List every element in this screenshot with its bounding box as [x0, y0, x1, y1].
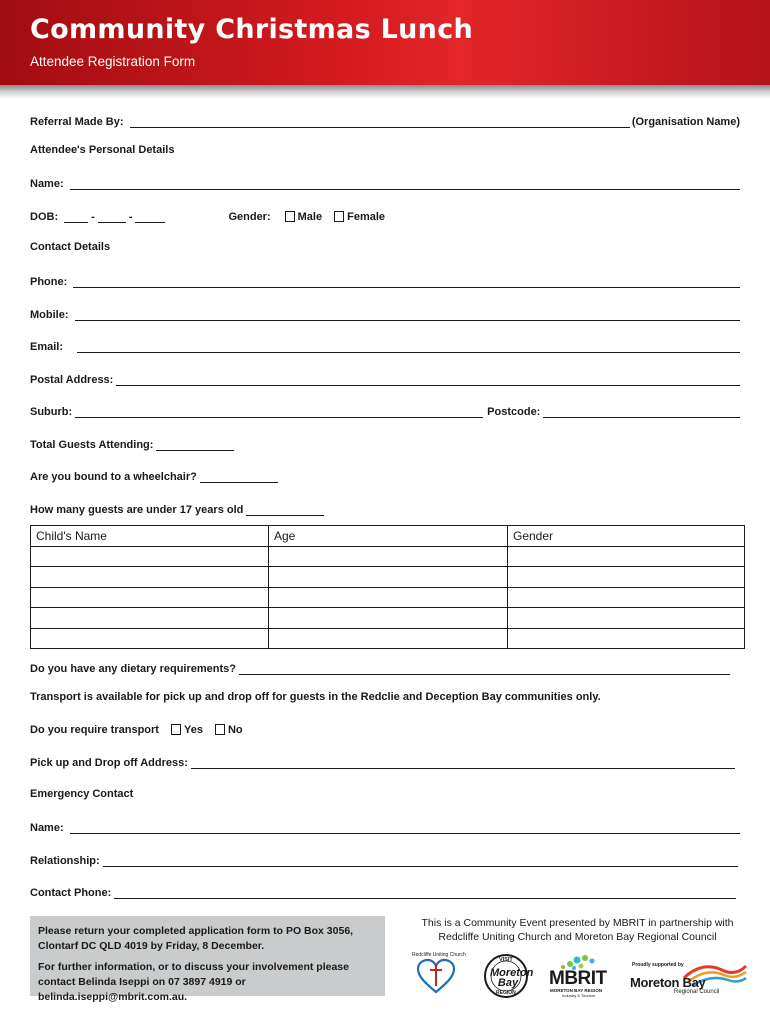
child-age-cell[interactable]	[269, 587, 508, 608]
dob-sep-2: -	[128, 211, 133, 223]
dob-sep-1: -	[91, 211, 95, 223]
em-relationship-field[interactable]	[103, 857, 738, 867]
referral-row	[30, 112, 740, 128]
wheelchair-row	[30, 467, 740, 483]
em-relationship-row	[30, 851, 740, 867]
transport-no-label: No	[227, 724, 243, 736]
child-age-cell[interactable]	[269, 608, 508, 629]
visit-moreton-bay-label: Moreton Bay	[490, 967, 534, 989]
uniting-church-label: Redcliffe Uniting Church	[412, 952, 466, 958]
suburb-label: Suburb:	[30, 406, 73, 418]
table-row	[31, 628, 745, 649]
wheelchair-field[interactable]	[200, 473, 278, 483]
uniting-church-icon	[410, 952, 462, 1000]
name-field[interactable]	[70, 180, 740, 190]
transport-no-checkbox[interactable]	[215, 724, 225, 735]
em-name-label: Name:	[30, 822, 64, 834]
em-relationship-label: Relationship:	[30, 855, 100, 867]
mobile-row	[30, 305, 740, 321]
mbrit-label: MBRIT	[549, 968, 607, 989]
moreton-bay-council-logo	[630, 952, 748, 1000]
phone-row	[30, 272, 740, 288]
transport-row	[30, 720, 740, 736]
council-name-label: Moreton Bay	[630, 975, 706, 990]
transport-yes-label: Yes	[183, 724, 203, 736]
em-phone-row	[30, 883, 740, 899]
phone-field[interactable]	[73, 278, 740, 288]
gender-female-label: Female	[347, 211, 386, 223]
children-table	[30, 525, 745, 649]
dietary-label: Do you have any dietary requirements?	[30, 663, 237, 675]
dob-gender-row	[30, 207, 740, 223]
name-label: Name:	[30, 178, 64, 190]
gender-male-option[interactable]	[285, 211, 322, 223]
dob-day-field[interactable]	[64, 213, 88, 223]
child-age-cell[interactable]	[269, 628, 508, 649]
postal-label: Postal Address:	[30, 374, 114, 386]
em-phone-label: Contact Phone:	[30, 887, 112, 899]
child-age-cell[interactable]	[269, 567, 508, 588]
suburb-postcode-row	[30, 402, 740, 418]
dietary-row	[30, 659, 740, 675]
under17-label: How many guests are under 17 years old	[30, 504, 244, 516]
child-name-cell[interactable]	[31, 567, 269, 588]
postcode-field[interactable]	[543, 408, 740, 418]
email-field[interactable]	[77, 343, 740, 353]
visit-bottom-label: REGION	[496, 990, 516, 996]
dob-year-field[interactable]	[135, 213, 165, 223]
em-name-row	[30, 818, 740, 834]
children-table-header	[31, 526, 745, 547]
page-subtitle: Attendee Registration Form	[30, 54, 196, 69]
mobile-field[interactable]	[75, 311, 741, 321]
table-row	[31, 546, 745, 567]
mbrit-logo	[548, 952, 618, 1000]
email-row	[30, 337, 740, 353]
col-gender: Gender	[508, 526, 745, 547]
suburb-field[interactable]	[75, 408, 483, 418]
gender-female-checkbox[interactable]	[334, 211, 344, 222]
under17-field[interactable]	[246, 506, 324, 516]
postcode-label: Postcode:	[487, 406, 541, 418]
dob-month-field[interactable]	[98, 213, 126, 223]
child-age-cell[interactable]	[269, 546, 508, 567]
dietary-field[interactable]	[239, 665, 730, 675]
return-text: Please return your completed application form to PO Box 3056, Clontarf DC QLD 4019 by Friday, 8 December.	[38, 925, 354, 952]
referral-label: Referral Made By:	[30, 116, 124, 128]
header-shadow	[0, 85, 770, 99]
pickup-row	[30, 753, 740, 769]
visit-moreton-bay-logo	[482, 952, 532, 1000]
referral-field[interactable]	[130, 118, 630, 128]
wheelchair-label: Are you bound to a wheelchair?	[30, 471, 197, 483]
name-row	[30, 174, 740, 190]
guests-row	[30, 435, 740, 451]
child-name-cell[interactable]	[31, 546, 269, 567]
contact-details-heading: Contact Details	[30, 241, 111, 253]
return-info-box	[30, 916, 385, 1003]
uniting-church-logo	[410, 952, 466, 1000]
phone-label: Phone:	[30, 276, 68, 288]
child-name-cell[interactable]	[31, 608, 269, 629]
gender-male-label: Male	[297, 211, 323, 223]
partner-logos	[410, 952, 755, 1002]
postal-field[interactable]	[116, 376, 740, 386]
transport-no-option[interactable]	[215, 724, 243, 736]
council-tag-label: Proudly supported by	[632, 962, 684, 968]
child-gender-cell[interactable]	[508, 546, 745, 567]
table-row	[31, 567, 745, 588]
em-phone-field[interactable]	[114, 889, 736, 899]
council-sub-label: Regional Council	[674, 989, 720, 995]
col-age: Age	[269, 526, 508, 547]
guests-field[interactable]	[156, 441, 234, 451]
em-name-field[interactable]	[70, 824, 740, 834]
transport-yes-option[interactable]	[171, 724, 203, 736]
child-gender-cell[interactable]	[508, 567, 745, 588]
personal-details-heading: Attendee's Personal Details	[30, 144, 175, 156]
partner-text: This is a Community Event presented by MBRIT in partnership with Redcliffe Uniting Church and Moreton Bay Regional Council	[421, 917, 734, 943]
gender-male-checkbox[interactable]	[285, 211, 295, 222]
table-row	[31, 608, 745, 629]
under17-row	[30, 500, 740, 516]
child-gender-cell[interactable]	[508, 608, 745, 629]
emergency-heading: Emergency Contact	[30, 788, 134, 800]
email-label: Email:	[30, 341, 64, 353]
transport-yes-checkbox[interactable]	[171, 724, 181, 735]
mobile-label: Mobile:	[30, 309, 69, 321]
gender-female-option[interactable]	[334, 211, 385, 223]
referral-suffix: (Organisation Name)	[631, 116, 740, 128]
pickup-label: Pick up and Drop off Address:	[30, 757, 188, 769]
mbrit-sub2-label: Industry & Tourism	[562, 993, 596, 998]
page-title: Community Christmas Lunch	[30, 14, 474, 45]
transport-label: Do you require transport	[30, 724, 159, 736]
mbrit-sub-label: MORETON BAY REGION	[550, 988, 603, 993]
pickup-field[interactable]	[191, 759, 735, 769]
contact-info-text: For further information, or to discuss your involvement please contact Belinda Iseppi on 07 3897 4919 or belinda.iseppi@mbrit.com.au.	[38, 961, 349, 1003]
gender-label: Gender:	[228, 211, 271, 223]
dob-label: DOB:	[30, 211, 59, 223]
guests-label: Total Guests Attending:	[30, 439, 154, 451]
child-name-cell[interactable]	[31, 587, 269, 608]
child-gender-cell[interactable]	[508, 628, 745, 649]
col-childs-name: Child's Name	[31, 526, 269, 547]
child-gender-cell[interactable]	[508, 587, 745, 608]
postal-row	[30, 370, 740, 386]
transport-note: Transport is available for pick up and drop off for guests in the Redclie and Deception Bay communities only.	[30, 691, 601, 703]
table-row	[31, 587, 745, 608]
child-name-cell[interactable]	[31, 628, 269, 649]
visit-top-label: VISIT	[499, 957, 513, 963]
